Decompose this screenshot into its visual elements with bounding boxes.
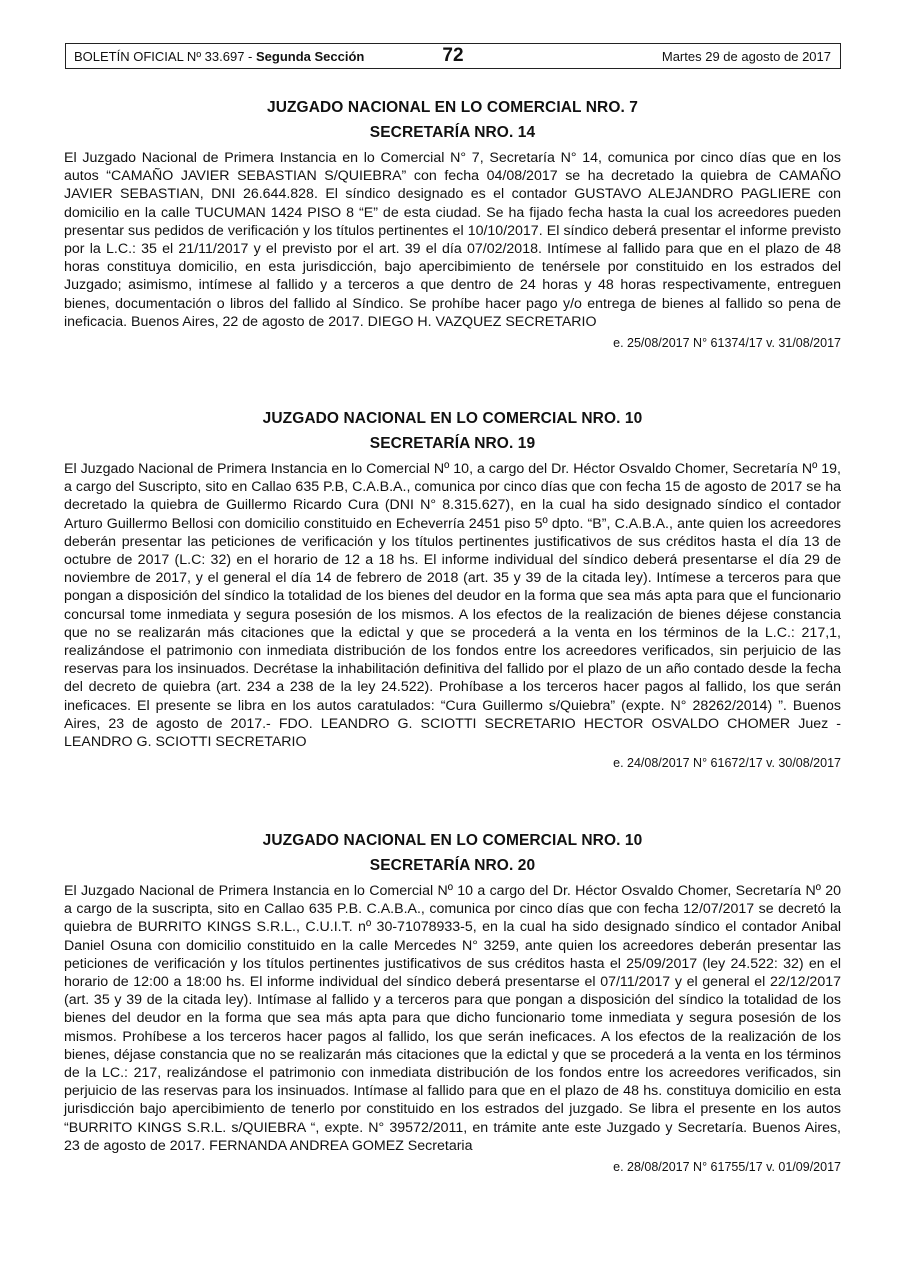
publication-name: BOLETÍN OFICIAL Nº 33.697 - [74,49,256,64]
court-heading: JUZGADO NACIONAL EN LO COMERCIAL NRO. 10 [262,410,643,427]
notice-court-10-sec-19 [64,406,841,772]
notice-body: El Juzgado Nacional de Primera Instancia en lo Comercial Nº 10 a cargo del Dr. Héctor Osvaldo Chomer, Secretaría Nº 20 a cargo de la suscripta, sito en Callao 635 P.B. C.A.B.A., comunica por cinco días que con fecha 12/07/2017 se decretó la quiebra de BURRITO KINGS S.R.L., C.U.I.T. nº 30-71078933-5, en la cual ha sido designado síndico el contador Anibal Daniel Osuna con domicilio constituido en la calle Mercedes N° 3259, ante quien los acreedores deberán presentar las peticiones de verificación y los títulos pertinentes justificativos de sus créditos hasta el 25/09/2017 (ley 24.522: 32) en el horario de 12:00 a 18:00 hs. El informe individual del síndico deberá presentarse el 07/11/2017 y el general el 22/12/2017 (art. 35 y 39 de la citada ley). Intímase al fallido y a terceros para que pongan a disposición del síndico la totalidad de los bienes del deudor en la forma que sea más apta para que dicho funcionario tome inmediata y segura posesión de los mismos. Prohíbese a los terceros hacer pagos al fallido, los que serán ineficaces. A los efectos de la realización de los bienes, déjase constancia que no se realizarán más citaciones que la edictal y que se procederá a la venta en los términos de la LC.: 217, realizándose el patrimonio con inmediata distribución de los fondos entre los acreedores verificados, sin perjuicio de las reservas para los insinuados. Intímase al fallido para que en el plazo de 48 hs. constituya domicilio en esta jurisdicción bajo apercibimiento de tenerlo por constituido en los estrados del juzgado. Se libra el presente en los autos “BURRITO KINGS S.R.L. s/QUIEBRA “, expte. N° 39572/2011, en trámite ante este Juzgado y Secretaría. Buenos Aires, 23 de agosto de 2017. FERNANDA ANDREA GOMEZ Secretaria [64,883,841,1154]
notice-reference: e. 24/08/2017 N° 61672/17 v. 30/08/2017 [613,756,841,771]
page-header [65,43,841,69]
notice-court-7-sec-14 [64,95,841,352]
notice-reference: e. 28/08/2017 N° 61755/17 v. 01/09/2017 [613,1160,841,1175]
section-name: Segunda Sección [256,49,365,64]
court-heading: JUZGADO NACIONAL EN LO COMERCIAL NRO. 10 [262,832,643,849]
court-heading: JUZGADO NACIONAL EN LO COMERCIAL NRO. 7 [266,99,639,116]
secretaria-heading: SECRETARÍA NRO. 19 [369,435,536,452]
secretaria-heading: SECRETARÍA NRO. 14 [369,124,536,141]
notice-body: El Juzgado Nacional de Primera Instancia en lo Comercial Nº 10, a cargo del Dr. Héctor Osvaldo Chomer, Secretaría Nº 19, a cargo del Suscripto, sito en Callao 635 P.B, C.A.B.A., comunica por cinco días que con fecha 15 de agosto de 2017 se ha decretado la quiebra de Guillermo Ricardo Cura (DNI N° 8.315.627), en la cual ha sido designado síndico el contador Arturo Guillermo Bellosi con domicilio constituido en Echeverría 2451 piso 5º dpto. “B”, C.A.B.A., ante quien los acreedores deberán presentar las peticiones de verificación y los títulos pertinentes justificativos de sus créditos hasta el día 13 de octubre de 2017 (L.C: 32) en el horario de 12 a 18 hs. El informe individual del síndico deberá presentarse el día 29 de noviembre de 2017, y el general el día 14 de febrero de 2018 (art. 35 y 39 de la citada ley). Intímese a terceros para que pongan a disposición del síndico la totalidad de los bienes del deudor en la forma que sea más apta para que el funcionario concursal tome inmediata y segura posesión de los mismos. A los efectos de la realización de bienes déjese constancia que no se realizarán más citaciones que la edictal y que se procederá a la venta en los términos de la L.C.: 217,1, realizándose el patrimonio con inmediata distribución de los fondos entre los acreedores verificados, sin perjuicio de las reservas para los insinuados. Decrétase la inhabilitación definitiva del fallido por el plazo de un año contado desde la fecha del decreto de quiebra (art. 234 a 238 de la ley 24.522). Prohíbase a los terceros hacer pagos al fallido, los que serán ineficaces. El presente se libra en los autos caratulados: “Cura Guillermo s/Quiebra” (expte. N° 28262/2014) ”. Buenos Aires, 23 de agosto de 2017.- FDO. LEANDRO G. SCIOTTI SECRETARIO HECTOR OSVALDO CHOMER Juez - LEANDRO G. SCIOTTI SECRETARIO [64,461,841,751]
notice-court-10-sec-20 [64,828,841,1176]
notice-reference: e. 25/08/2017 N° 61374/17 v. 31/08/2017 [613,336,841,351]
secretaria-heading: SECRETARÍA NRO. 20 [369,857,536,874]
publication-date: Martes 29 de agosto de 2017 [661,49,831,64]
page-number: 72 [442,45,464,66]
notice-body: El Juzgado Nacional de Primera Instancia en lo Comercial N° 7, Secretaría N° 14, comunica por cinco días que en los autos “CAMAÑO JAVIER SEBASTIAN S/QUIEBRA” con fecha 04/08/2017 se ha decretado la quiebra de CAMAÑO JAVIER SEBASTIAN, DNI 26.644.828. El síndico designado es el contador GUSTAVO ALEJANDRO PAGLIERE con domicilio en la calle TUCUMAN 1424 PISO 8 “E” de esta ciudad. Se ha fijado fecha hasta la cual los acreedores pueden presentar sus pedidos de verificación y los títulos pertinentes el 10/10/2017. El síndico deberá presentar el informe previsto por la L.C.: 35 el 21/11/2017 y el previsto por el art. 39 el día 07/02/2018. Intímese al fallido para que en el plazo de 48 horas constituya domicilio, en esta jurisdicción, bajo apercibimiento de tenérsele por constituido en los estrados del Juzgado; asimismo, intímese al fallido y a terceros a que dentro de 24 horas y 48 horas respectivamente, entreguen bienes, documentación o libros del fallido al Síndico. Se prohíbe hacer pago y/o entrega de bienes al fallido so pena de ineficacia. Buenos Aires, 22 de agosto de 2017. DIEGO H. VAZQUEZ SECRETARIO [64,150,841,330]
